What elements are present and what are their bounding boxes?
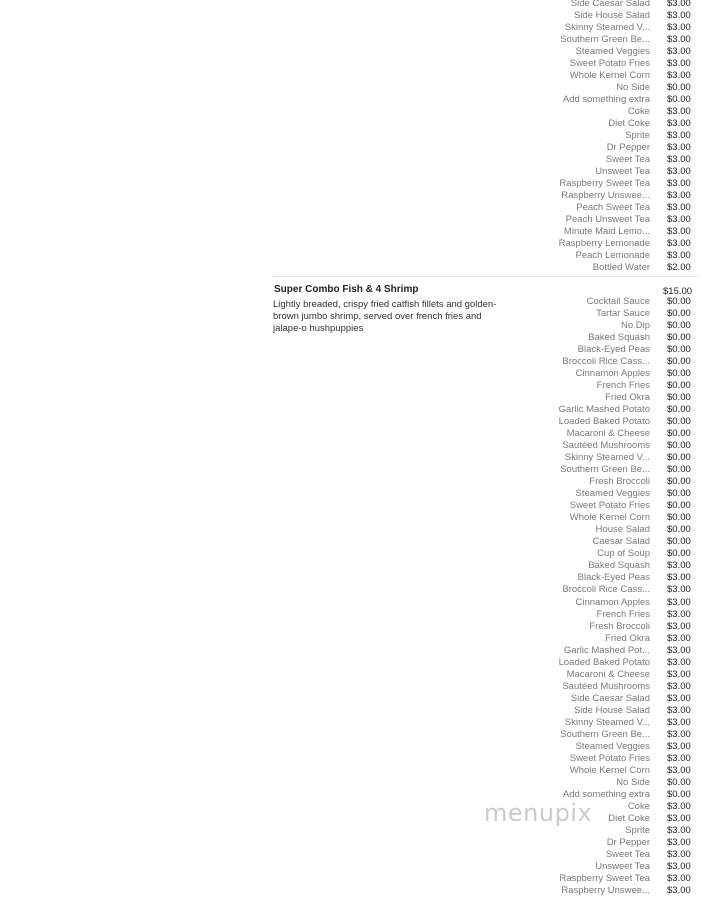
option-price: $0.00 <box>667 776 691 788</box>
option-name: Sweet Potato Fries <box>569 500 650 512</box>
option-name: Unsweet Tea <box>595 166 650 177</box>
option-price: $0.00 <box>667 440 691 452</box>
option-row <box>540 70 700 82</box>
option-price: $3.00 <box>667 560 691 572</box>
option-row <box>540 645 700 657</box>
option-row <box>540 344 700 356</box>
option-name: Diet Coke <box>608 812 650 824</box>
option-price: $3.00 <box>667 226 691 237</box>
option-name: Coke <box>627 106 650 117</box>
option-price: $0.00 <box>667 392 691 404</box>
option-name: Raspberry Unswee... <box>561 190 650 201</box>
option-price: $3.00 <box>667 836 691 848</box>
option-row <box>540 106 700 118</box>
option-price: $0.00 <box>667 368 691 380</box>
option-price: $0.00 <box>667 332 691 344</box>
option-price: $3.00 <box>667 620 691 632</box>
option-row <box>540 548 700 560</box>
option-name: Steamed Veggies <box>575 488 650 500</box>
option-price: $0.00 <box>667 94 691 105</box>
option-price: $0.00 <box>667 452 691 464</box>
option-name: House Salad <box>595 524 650 536</box>
option-name: Minute Maid Lemo... <box>563 226 650 237</box>
option-row <box>540 142 700 154</box>
option-row <box>540 190 700 202</box>
option-name: Black-Eyed Peas <box>577 344 650 356</box>
option-price: $3.00 <box>667 214 691 225</box>
option-row <box>540 452 700 464</box>
option-price: $0.00 <box>667 500 691 512</box>
option-name: Loaded Baked Potato <box>558 656 650 668</box>
option-name: Bottled Water <box>592 262 650 273</box>
option-name: Garlic Mashed Potato <box>558 404 650 416</box>
option-name: Sweet Tea <box>605 154 650 165</box>
option-row <box>540 118 700 130</box>
option-price: $3.00 <box>667 632 691 644</box>
option-row <box>540 10 700 22</box>
option-price: $3.00 <box>667 154 691 165</box>
option-price: $3.00 <box>667 10 691 21</box>
option-row <box>540 440 700 452</box>
option-price: $3.00 <box>667 608 691 620</box>
option-price: $3.00 <box>667 34 691 45</box>
option-name: Cocktail Sauce <box>586 296 650 307</box>
option-name: Broccoli Rice Cass... <box>562 584 650 596</box>
option-name: Southern Green Be... <box>560 464 650 476</box>
option-price: $0.00 <box>667 404 691 416</box>
option-price: $3.00 <box>667 584 691 596</box>
option-name: Garlic Mashed Pot... <box>563 644 650 656</box>
option-row <box>540 777 700 789</box>
option-row <box>540 500 700 512</box>
option-name: Diet Coke <box>608 118 650 129</box>
option-price: $3.00 <box>667 178 691 189</box>
item-divider <box>273 276 698 277</box>
option-name: Baked Squash <box>588 560 650 572</box>
option-price: $0.00 <box>667 344 691 356</box>
option-price: $3.00 <box>667 764 691 776</box>
option-row <box>540 885 700 897</box>
option-price: $3.00 <box>667 860 691 872</box>
option-name: Steamed Veggies <box>575 740 650 752</box>
option-name: Whole Kernel Corn <box>569 512 650 524</box>
option-price: $3.00 <box>667 872 691 884</box>
option-row <box>540 837 700 849</box>
watermark-logo: menupix <box>484 799 593 827</box>
option-name: No Side <box>616 776 650 788</box>
option-row <box>540 621 700 633</box>
option-price: $3.00 <box>667 190 691 201</box>
option-price: $0.00 <box>667 548 691 560</box>
option-name: Southern Green Be... <box>560 34 650 45</box>
option-price: $0.00 <box>667 308 691 320</box>
option-price: $0.00 <box>667 512 691 524</box>
option-price: $3.00 <box>667 238 691 249</box>
option-name: Whole Kernel Corn <box>569 70 650 81</box>
option-name: Side Caesar Salad <box>570 692 650 704</box>
option-name: Cinnamon Apples <box>575 596 650 608</box>
option-name: Macaroni & Cheese <box>566 668 650 680</box>
option-price: $3.00 <box>667 812 691 824</box>
option-price: $3.00 <box>667 704 691 716</box>
option-name: Raspberry Unswee... <box>561 884 650 896</box>
option-price: $3.00 <box>667 202 691 213</box>
option-price: $3.00 <box>667 142 691 153</box>
option-name: Fried Okra <box>605 392 650 404</box>
option-row <box>540 308 700 320</box>
option-row <box>540 238 700 250</box>
option-price: $3.00 <box>667 572 691 584</box>
option-name: Caesar Salad <box>592 536 650 548</box>
option-price: $3.00 <box>667 644 691 656</box>
option-name: Add something extra <box>562 788 650 800</box>
option-name: Sprite <box>625 130 650 141</box>
option-price: $3.00 <box>667 106 691 117</box>
option-name: Skinny Steamed V... <box>564 452 650 464</box>
option-name: Macaroni & Cheese <box>566 428 650 440</box>
option-name: Dr Pepper <box>606 142 650 153</box>
option-price: $3.00 <box>667 800 691 812</box>
option-row <box>540 130 700 142</box>
option-row <box>540 320 700 332</box>
option-row <box>540 753 700 765</box>
option-name: Cinnamon Apples <box>575 368 650 380</box>
option-row <box>540 633 700 645</box>
option-price: $3.00 <box>667 680 691 692</box>
option-row <box>540 572 700 584</box>
option-price: $3.00 <box>667 118 691 129</box>
option-name: Whole Kernel Corn <box>569 764 650 776</box>
option-price: $3.00 <box>667 824 691 836</box>
option-row <box>540 861 700 873</box>
option-row <box>540 214 700 226</box>
option-name: Sweet Tea <box>605 848 650 860</box>
option-price: $3.00 <box>667 848 691 860</box>
option-row <box>540 693 700 705</box>
option-row <box>540 524 700 536</box>
option-row <box>540 368 700 380</box>
option-name: Coke <box>627 800 650 812</box>
option-row <box>540 681 700 693</box>
item-price: $15.00 <box>663 286 693 297</box>
option-row <box>540 226 700 238</box>
option-name: Fresh Broccoli <box>589 620 650 632</box>
option-row <box>540 717 700 729</box>
option-row <box>540 584 700 596</box>
option-row <box>540 488 700 500</box>
option-row <box>540 536 700 548</box>
option-row <box>540 22 700 34</box>
option-row <box>540 178 700 190</box>
option-row <box>540 657 700 669</box>
option-price: $3.00 <box>667 166 691 177</box>
option-name: Sautéed Mushrooms <box>562 440 650 452</box>
option-row <box>540 404 700 416</box>
option-row <box>540 428 700 440</box>
option-name: Side House Salad <box>573 10 650 21</box>
option-row <box>540 94 700 106</box>
option-name: Broccoli Rice Cass... <box>562 356 650 368</box>
option-price: $0.00 <box>667 296 691 307</box>
option-name: Sprite <box>625 824 650 836</box>
option-name: Unsweet Tea <box>595 860 650 872</box>
option-row <box>540 560 700 572</box>
option-name: Side House Salad <box>573 704 650 716</box>
option-row <box>540 597 700 609</box>
option-row <box>540 392 700 404</box>
option-price: $0.00 <box>667 488 691 500</box>
option-name: Cup of Soup <box>597 548 650 560</box>
item-description: Lightly breaded, crispy fried catfish fillets and golden-brown jumbo shrimp, served over french fries and jalape-o hushpuppies <box>273 299 497 334</box>
option-row <box>540 729 700 741</box>
option-row <box>540 741 700 753</box>
option-name: Baked Squash <box>588 332 650 344</box>
option-row <box>540 356 700 368</box>
option-row <box>540 332 700 344</box>
option-row <box>540 262 700 274</box>
option-row <box>540 512 700 524</box>
option-row <box>540 166 700 178</box>
option-name: Side Caesar Salad <box>570 0 650 9</box>
option-price: $3.00 <box>667 740 691 752</box>
option-name: Fried Okra <box>605 632 650 644</box>
option-price: $0.00 <box>667 82 691 93</box>
option-name: Skinny Steamed V... <box>564 716 650 728</box>
option-row <box>540 609 700 621</box>
option-name: Sautéed Mushrooms <box>562 680 650 692</box>
option-name: Steamed Veggies <box>575 46 650 57</box>
option-row <box>540 58 700 70</box>
option-name: Dr Pepper <box>606 836 650 848</box>
option-price: $3.00 <box>667 22 691 33</box>
option-name: Skinny Steamed V... <box>564 22 650 33</box>
option-name: Tartar Sauce <box>596 308 650 320</box>
option-price: $3.00 <box>667 596 691 608</box>
option-name: Fresh Broccoli <box>589 476 650 488</box>
option-price: $0.00 <box>667 476 691 488</box>
option-price: $3.00 <box>667 250 691 261</box>
option-row <box>540 873 700 885</box>
option-row <box>540 849 700 861</box>
option-name: French Fries <box>596 380 650 392</box>
option-row <box>540 0 700 10</box>
option-name: No Dip <box>620 320 650 332</box>
option-name: Raspberry Sweet Tea <box>559 872 650 884</box>
option-name: Peach Unsweet Tea <box>565 214 650 225</box>
option-name: Raspberry Lemonade <box>558 238 650 249</box>
option-name: Southern Green Be... <box>560 728 650 740</box>
option-name: No Side <box>616 82 650 93</box>
option-name: Sweet Potato Fries <box>569 58 650 69</box>
option-row <box>540 250 700 262</box>
option-row <box>540 705 700 717</box>
option-price: $0.00 <box>667 464 691 476</box>
option-price: $3.00 <box>667 46 691 57</box>
option-price: $0.00 <box>667 356 691 368</box>
option-price: $2.00 <box>667 262 691 273</box>
option-row <box>540 46 700 58</box>
option-price: $3.00 <box>667 692 691 704</box>
option-name: Add something extra <box>562 94 650 105</box>
item-title: Super Combo Fish & 4 Shrimp <box>274 284 419 295</box>
option-price: $3.00 <box>667 70 691 81</box>
option-row <box>540 82 700 94</box>
option-row <box>540 669 700 681</box>
option-price: $0.00 <box>667 788 691 800</box>
option-row <box>540 765 700 777</box>
option-row <box>540 202 700 214</box>
option-name: Sweet Potato Fries <box>569 752 650 764</box>
option-row <box>540 416 700 428</box>
option-price: $3.00 <box>667 130 691 141</box>
option-name: Peach Lemonade <box>575 250 650 261</box>
option-price: $3.00 <box>667 0 691 9</box>
option-price: $3.00 <box>667 656 691 668</box>
option-price: $0.00 <box>667 524 691 536</box>
option-price: $3.00 <box>667 668 691 680</box>
option-name: Black-Eyed Peas <box>577 572 650 584</box>
option-price: $3.00 <box>667 716 691 728</box>
option-price: $3.00 <box>667 58 691 69</box>
option-price: $0.00 <box>667 380 691 392</box>
option-row <box>540 296 700 308</box>
option-price: $0.00 <box>667 320 691 332</box>
option-row <box>540 464 700 476</box>
option-row <box>540 380 700 392</box>
option-name: Raspberry Sweet Tea <box>559 178 650 189</box>
option-name: French Fries <box>596 608 650 620</box>
option-price: $3.00 <box>667 728 691 740</box>
option-price: $0.00 <box>667 536 691 548</box>
option-name: Peach Sweet Tea <box>576 202 650 213</box>
option-row <box>540 154 700 166</box>
option-price: $0.00 <box>667 416 691 428</box>
option-price: $0.00 <box>667 428 691 440</box>
option-name: Loaded Baked Potato <box>558 416 650 428</box>
option-price: $3.00 <box>667 884 691 896</box>
option-row <box>540 476 700 488</box>
option-row <box>540 34 700 46</box>
option-price: $3.00 <box>667 752 691 764</box>
